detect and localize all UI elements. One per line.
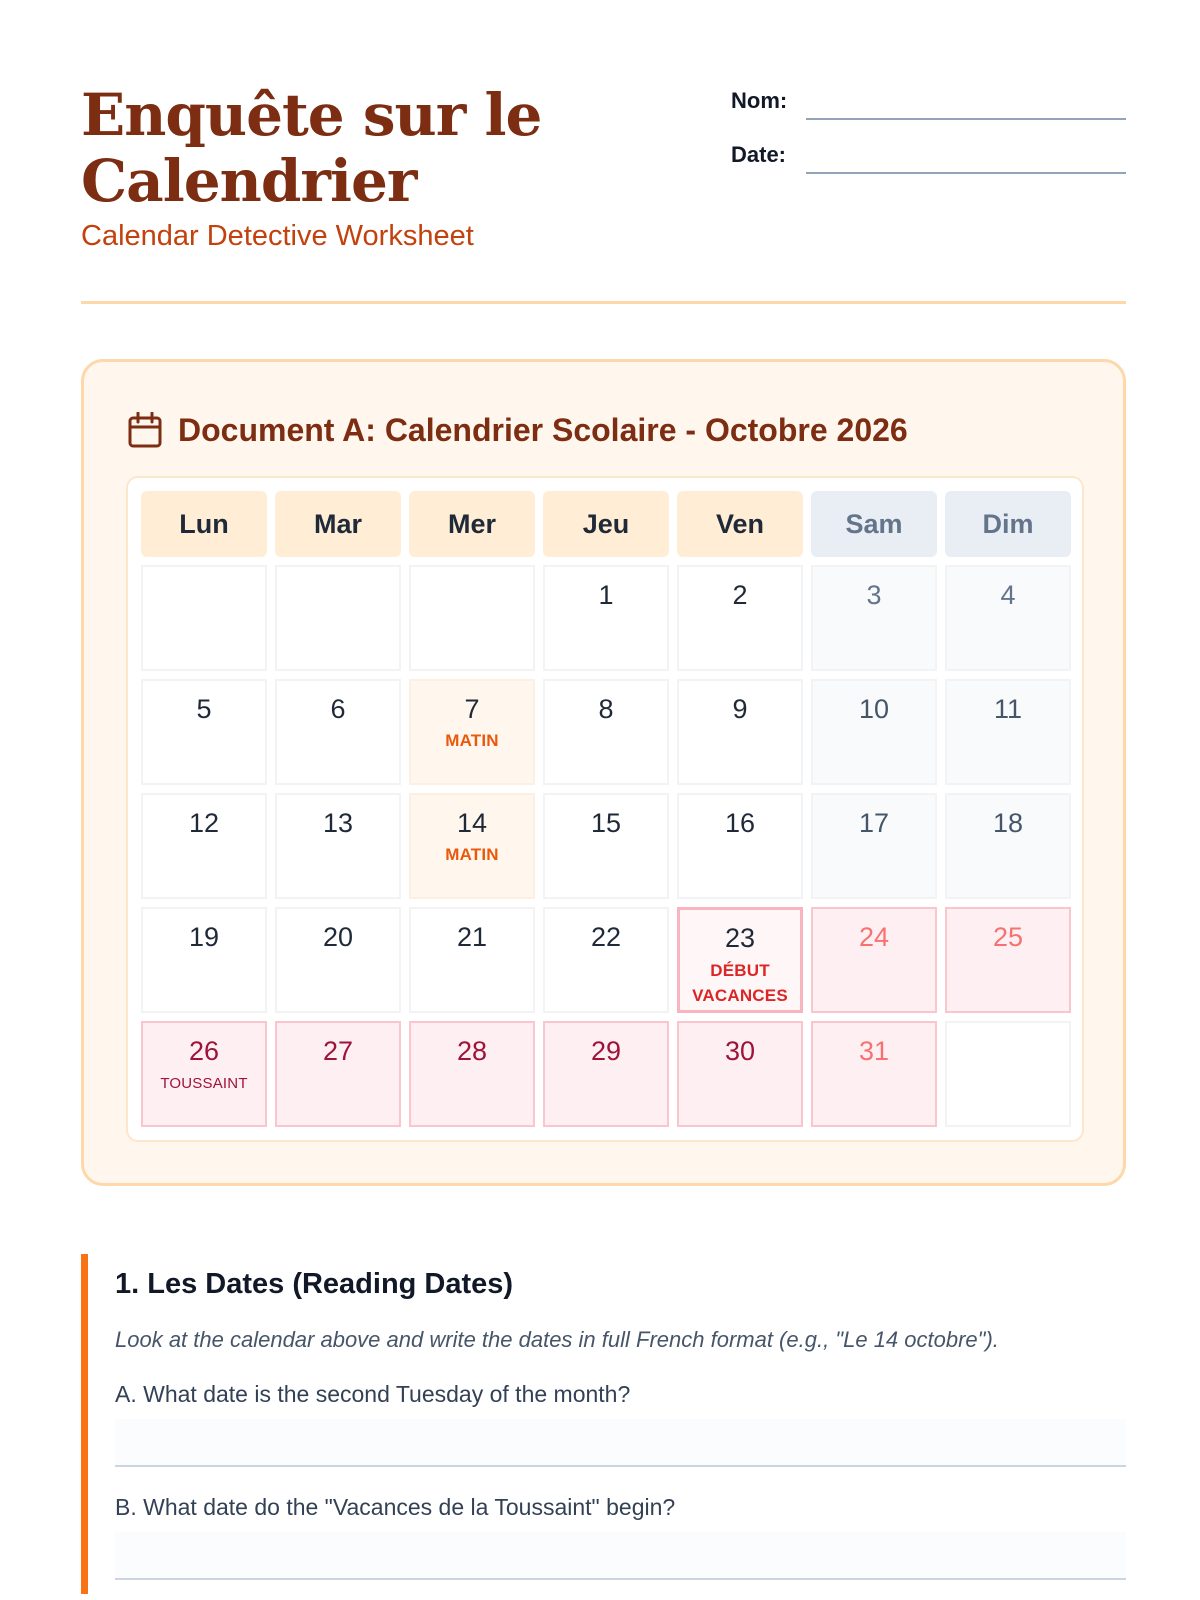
document-a-panel — [81, 359, 1126, 1186]
date-field-line[interactable] — [806, 172, 1126, 174]
calendar-day-cell — [811, 565, 937, 671]
student-fields — [731, 84, 1126, 192]
calendar-day-cell — [275, 1021, 401, 1127]
weekday-header: Sam — [811, 491, 937, 557]
calendar-day-cell — [543, 565, 669, 671]
day-number: 10 — [858, 694, 890, 724]
date-field[interactable] — [731, 138, 1126, 192]
calendar-day-cell — [409, 907, 535, 1013]
day-number: 28 — [456, 1036, 488, 1066]
day-number: 11 — [993, 694, 1023, 724]
calendar-day-cell — [543, 907, 669, 1013]
name-field-line[interactable] — [806, 118, 1126, 120]
page-subtitle: Calendar Detective Worksheet — [81, 220, 474, 252]
calendar-day-cell — [141, 679, 267, 785]
calendar-day-cell — [945, 793, 1071, 899]
day-number: 25 — [992, 922, 1024, 952]
calendar-day-cell — [141, 907, 267, 1013]
question-a: A. What date is the second Tuesday of the month? — [115, 1381, 631, 1407]
weekday-header: Lun — [141, 491, 267, 557]
calendar-day-cell — [677, 1021, 803, 1127]
day-number: 2 — [732, 580, 748, 610]
calendar-day-cell — [409, 565, 535, 671]
weekday-header: Mar — [275, 491, 401, 557]
day-number: 26 — [188, 1036, 220, 1066]
day-note: MATIN — [445, 845, 499, 864]
calendar-day-cell — [275, 565, 401, 671]
calendar-day-cell — [677, 565, 803, 671]
day-number: 12 — [188, 808, 220, 838]
calendar-day-cell — [811, 907, 937, 1013]
day-number: 3 — [866, 580, 882, 610]
calendar-day-cell — [275, 793, 401, 899]
calendar-day-cell — [409, 1021, 535, 1127]
day-number: 21 — [456, 922, 488, 952]
day-number: 6 — [330, 694, 346, 724]
day-note: MATIN — [445, 731, 499, 750]
day-number: 27 — [322, 1036, 354, 1066]
day-number: 14 — [456, 808, 488, 838]
day-number: 13 — [322, 808, 354, 838]
calendar-day-cell — [677, 793, 803, 899]
section-instructions: Look at the calendar above and write the dates in full French format (e.g., "Le 14 octobre"). — [115, 1327, 999, 1352]
calendar-day-cell — [677, 679, 803, 785]
section-accent-bar — [81, 1254, 88, 1594]
day-number: 31 — [858, 1036, 890, 1066]
day-number: 23 — [724, 923, 756, 953]
day-note — [692, 958, 788, 1008]
name-field-label: Nom: — [731, 88, 788, 113]
weekday-header: Jeu — [543, 491, 669, 557]
calendar-day-cell — [543, 679, 669, 785]
calendar-grid — [141, 491, 1071, 1127]
section-reading-dates — [81, 1254, 1126, 1600]
day-number: 29 — [590, 1036, 622, 1066]
day-note-line: DÉBUT — [710, 961, 770, 980]
calendar-day-cell — [275, 907, 401, 1013]
header-divider — [81, 301, 1126, 304]
day-number: 5 — [196, 694, 212, 724]
calendar-day-cell — [141, 1021, 267, 1127]
day-number: 4 — [1000, 580, 1016, 610]
worksheet-header — [81, 82, 1126, 306]
page-title: Enquête sur le Calendrier — [81, 81, 542, 215]
calendar-day-cell — [945, 679, 1071, 785]
day-number: 15 — [590, 808, 622, 838]
section-title: 1. Les Dates (Reading Dates) — [115, 1268, 514, 1300]
day-number: 1 — [598, 580, 614, 610]
day-number: 30 — [724, 1036, 756, 1066]
day-number: 18 — [992, 808, 1024, 838]
weekday-header: Mer — [409, 491, 535, 557]
document-title: Document A: Calendrier Scolaire - Octobre 2026 — [178, 411, 908, 448]
day-number: 9 — [732, 694, 748, 724]
calendar-day-cell — [275, 679, 401, 785]
answer-b-field[interactable] — [115, 1532, 1126, 1580]
date-field-label: Date: — [731, 142, 787, 167]
calendar-day-cell — [141, 793, 267, 899]
document-header — [128, 408, 908, 452]
answer-a-field[interactable] — [115, 1419, 1126, 1467]
calendar-day-cell — [811, 679, 937, 785]
day-number: 22 — [590, 922, 622, 952]
calendar-day-cell — [677, 907, 803, 1013]
calendar-day-cell — [945, 1021, 1071, 1127]
day-note: TOUSSAINT — [160, 1075, 248, 1092]
calendar-day-cell — [543, 793, 669, 899]
calendar-day-cell — [543, 1021, 669, 1127]
calendar-day-cell — [945, 907, 1071, 1013]
day-number: 19 — [188, 922, 220, 952]
calendar-day-cell — [141, 565, 267, 671]
day-number: 20 — [322, 922, 354, 952]
calendar — [126, 476, 1084, 1142]
weekday-header: Dim — [945, 491, 1071, 557]
day-number: 8 — [598, 694, 614, 724]
weekday-header: Ven — [677, 491, 803, 557]
day-number: 24 — [858, 922, 890, 952]
name-field[interactable] — [731, 84, 1126, 138]
calendar-day-cell — [409, 793, 535, 899]
calendar-icon — [128, 412, 162, 448]
calendar-day-cell — [409, 679, 535, 785]
calendar-day-cell — [811, 1021, 937, 1127]
calendar-day-cell — [811, 793, 937, 899]
day-number: 17 — [858, 808, 890, 838]
day-number: 7 — [464, 694, 480, 724]
calendar-day-cell — [945, 565, 1071, 671]
day-note-line: VACANCES — [692, 986, 788, 1005]
question-b: B. What date do the "Vacances de la Toussaint" begin? — [115, 1494, 676, 1520]
day-number: 16 — [724, 808, 756, 838]
